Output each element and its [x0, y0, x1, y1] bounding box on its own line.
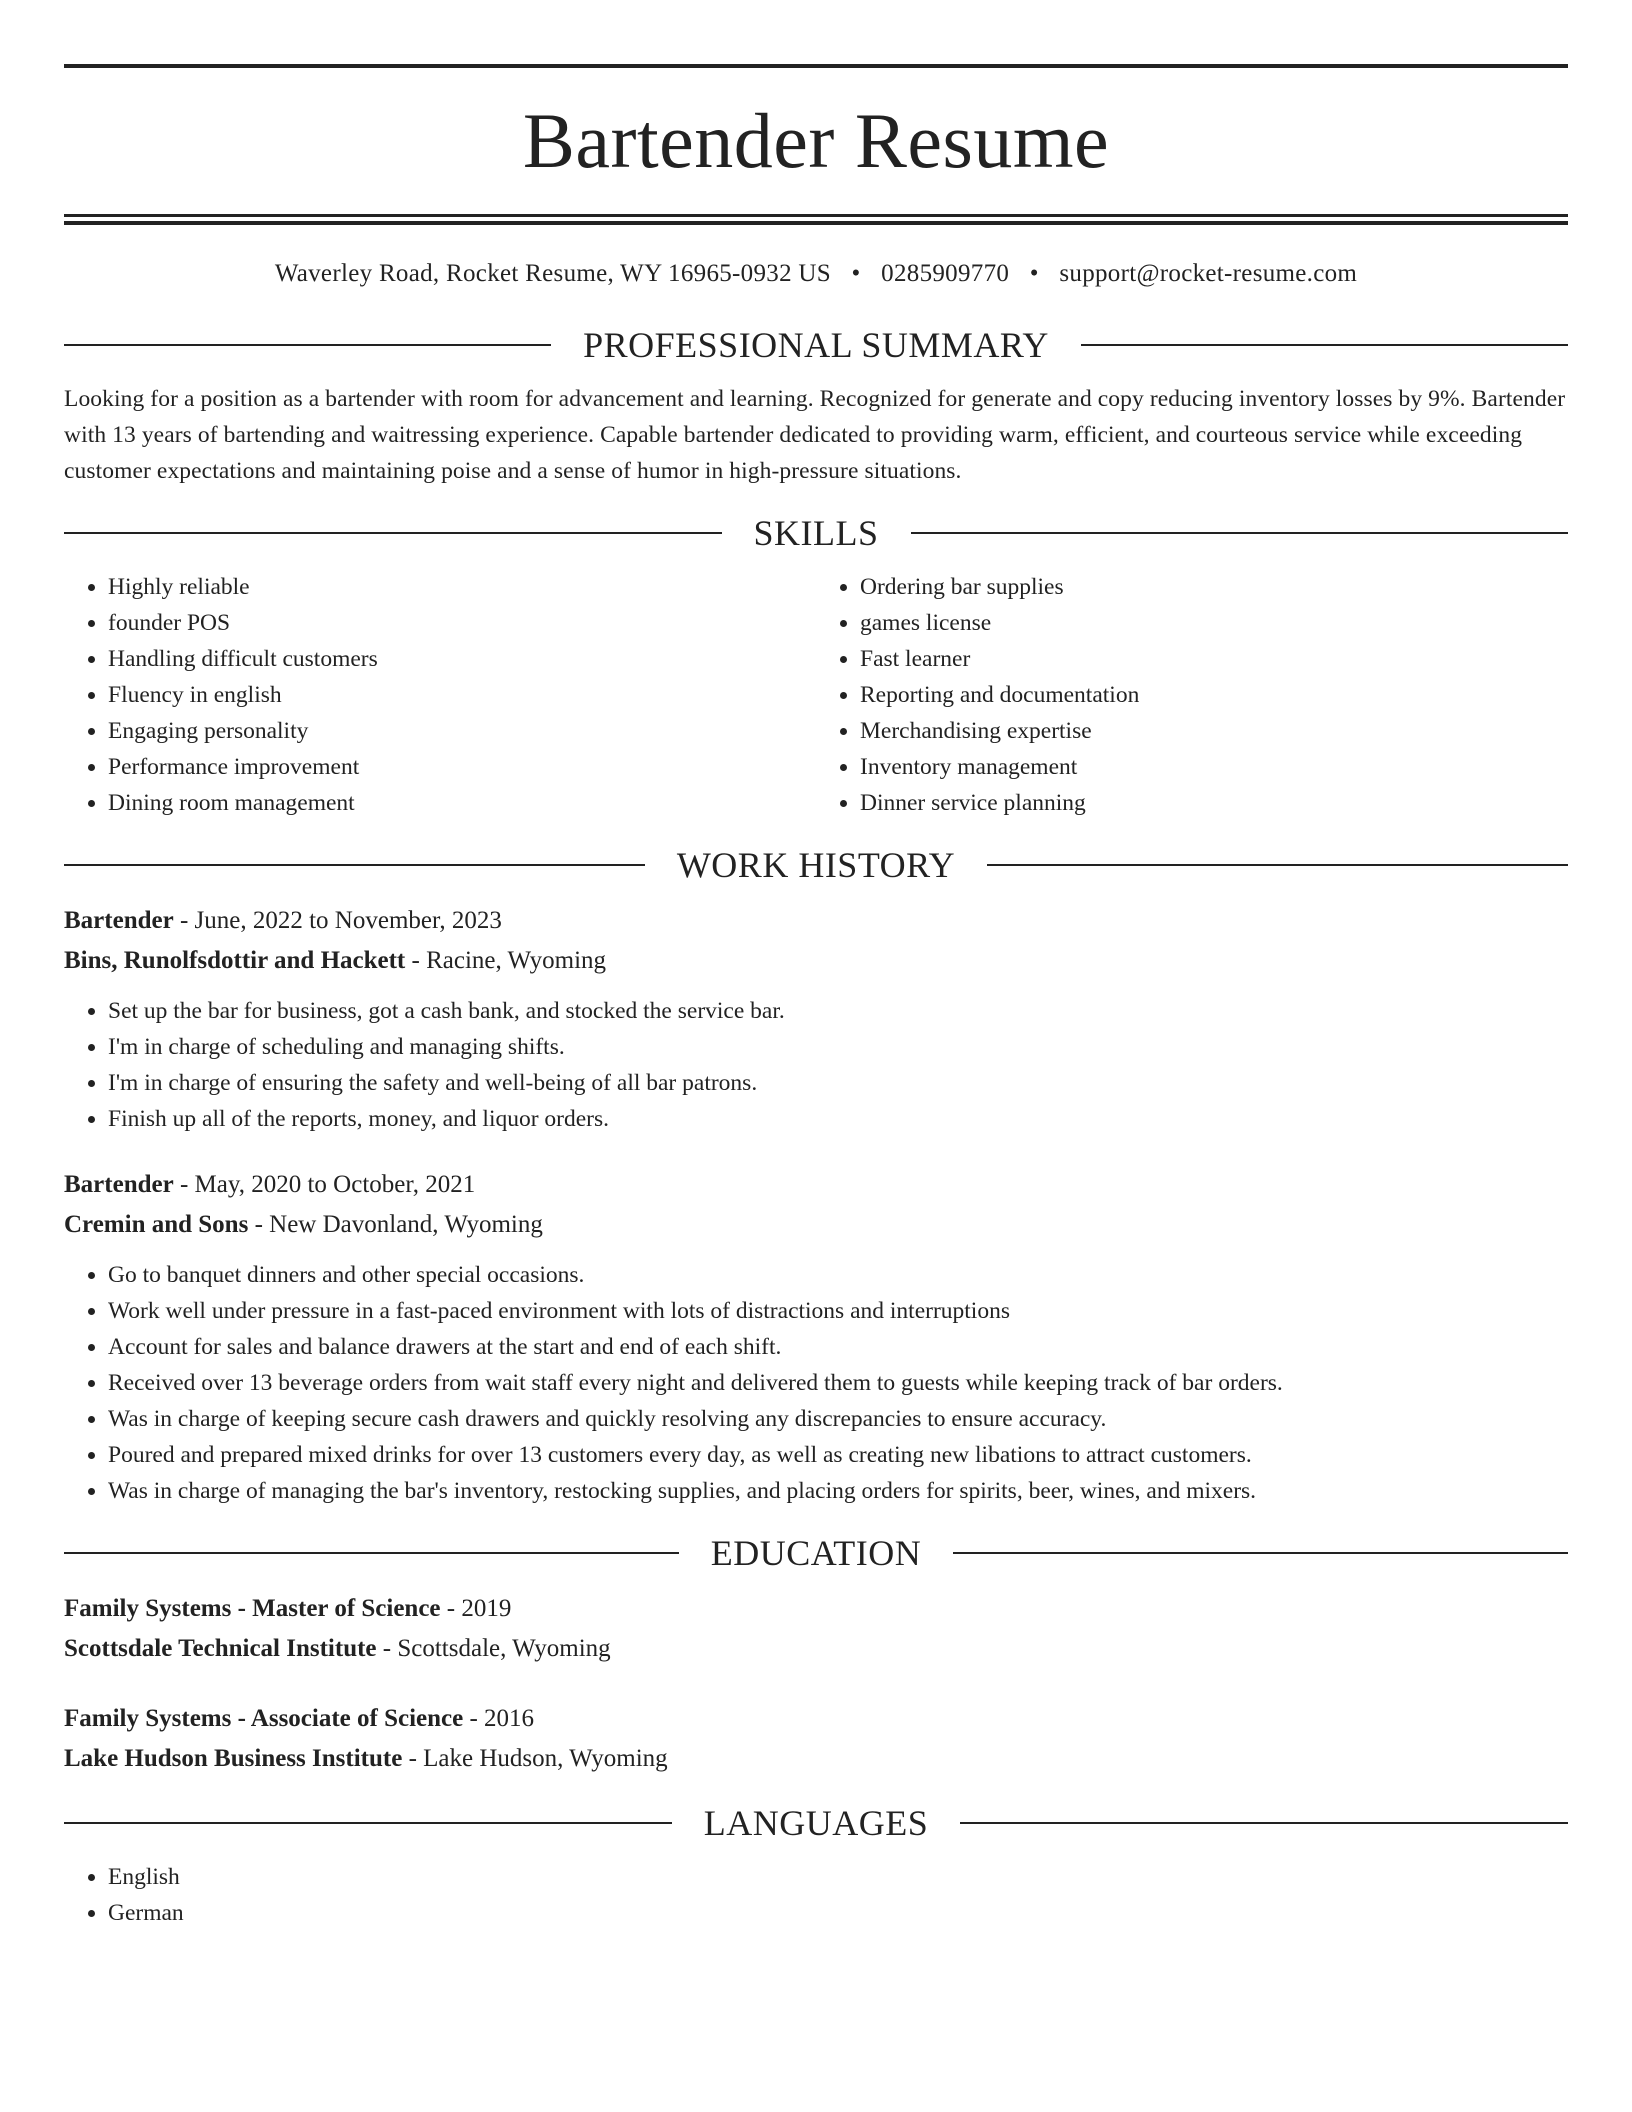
job-company: Cremin and Sons [64, 1211, 249, 1238]
education-year: - 2019 [440, 1595, 512, 1622]
skill-item: • Engaging personality [108, 713, 816, 749]
summary-text: Looking for a position as a bartender with room for advancement and learning. Recognized for generate and copy reducing inventory losses by 9%. Bartender with 13 years of bartending and waitressing experience. Capable bartender dedicated to providing warm, efficient, and courteous service while exceeding customer expectations and maintaining poise and a sense of humor in high-pressure situations. [64, 386, 1566, 484]
skill-item: • Dining room management [108, 785, 816, 821]
contact-phone: 0285909770 [881, 260, 1010, 287]
skill-item: • Merchandising expertise [860, 713, 1568, 749]
education-year: - 2016 [463, 1705, 535, 1732]
job-title-line [64, 901, 1568, 941]
heading-rule-left [64, 1822, 672, 1824]
job-duty: • Poured and prepared mixed drinks for over 13 customers every day, as well as creating new libations to attract customers. [108, 1437, 1568, 1473]
top-rule [64, 64, 1568, 68]
contact-email: support@rocket-resume.com [1059, 260, 1358, 287]
job-title-line [64, 1165, 1568, 1205]
skill-item: • Fluency in english [108, 677, 816, 713]
education-school-line [64, 1739, 1568, 1779]
section-title: LANGUAGES [703, 1803, 929, 1843]
skill-item: • Ordering bar supplies [860, 569, 1568, 605]
job-duty: • Set up the bar for business, got a cash bank, and stocked the service bar. [108, 993, 1568, 1029]
job-duties [64, 1257, 1568, 1509]
job-company-line [64, 1205, 1568, 1245]
title-double-rule [64, 214, 1568, 225]
skill-item: • Handling difficult customers [108, 641, 816, 677]
education-school-line [64, 1629, 1568, 1669]
education-degree-line [64, 1699, 1568, 1739]
skill-item: • founder POS [108, 605, 816, 641]
job-dates: - June, 2022 to November, 2023 [173, 907, 502, 934]
language-item: • German [108, 1895, 1568, 1931]
section-title: SKILLS [753, 513, 879, 553]
job-duty: • I'm in charge of scheduling and managing shifts. [108, 1029, 1568, 1065]
job-entry [64, 1165, 1568, 1509]
heading-rule-right [987, 864, 1568, 866]
education-location: - Lake Hudson, Wyoming [402, 1745, 668, 1772]
education-location: - Scottsdale, Wyoming [376, 1635, 611, 1662]
heading-rule-right [960, 1822, 1568, 1824]
section-heading-skills [64, 511, 1568, 555]
job-duty: • Go to banquet dinners and other special occasions. [108, 1257, 1568, 1293]
job-duty: • Finish up all of the reports, money, and liquor orders. [108, 1101, 1568, 1137]
heading-rule-left [64, 1552, 679, 1554]
job-duties [64, 993, 1568, 1137]
resume-title: Bartender Resume [522, 97, 1110, 184]
skills-list [64, 569, 1568, 821]
job-location: - New Davonland, Wyoming [248, 1211, 543, 1238]
section-heading-education [64, 1531, 1568, 1575]
section-heading-summary [64, 323, 1568, 367]
heading-rule-left [64, 532, 722, 534]
job-title: Bartender [64, 1171, 174, 1198]
job-title: Bartender [64, 907, 174, 934]
heading-rule-right [1081, 344, 1568, 346]
contact-separator: • [1029, 260, 1039, 287]
section-title: WORK HISTORY [676, 845, 956, 885]
contact-line [64, 259, 1568, 289]
job-duty: • Was in charge of keeping secure cash drawers and quickly resolving any discrepancies to ensure accuracy. [108, 1401, 1568, 1437]
section-title: EDUCATION [710, 1533, 922, 1573]
job-duty: • Received over 13 beverage orders from wait staff every night and delivered them to guests while keeping track of bar orders. [108, 1365, 1568, 1401]
skill-item: • Reporting and documentation [860, 677, 1568, 713]
languages-list [64, 1859, 1568, 1931]
education-degree-line [64, 1589, 1568, 1629]
education-school: Lake Hudson Business Institute [64, 1745, 403, 1772]
skills-column-right [816, 569, 1568, 821]
heading-rule-right [911, 532, 1569, 534]
skill-item: • games license [860, 605, 1568, 641]
section-heading-languages [64, 1801, 1568, 1845]
job-location: - Racine, Wyoming [405, 947, 607, 974]
job-company-line [64, 941, 1568, 981]
job-entry [64, 901, 1568, 1137]
job-duty: • I'm in charge of ensuring the safety and well-being of all bar patrons. [108, 1065, 1568, 1101]
language-item: • English [108, 1859, 1568, 1895]
skill-item: • Dinner service planning [860, 785, 1568, 821]
job-duty: • Work well under pressure in a fast-paced environment with lots of distractions and interruptions [108, 1293, 1568, 1329]
section-title: PROFESSIONAL SUMMARY [583, 325, 1049, 365]
job-company: Bins, Runolfsdottir and Hackett [64, 947, 406, 974]
skill-item: • Fast learner [860, 641, 1568, 677]
skill-item: • Inventory management [860, 749, 1568, 785]
education-entry [64, 1699, 1568, 1779]
job-dates: - May, 2020 to October, 2021 [173, 1171, 476, 1198]
education-school: Scottsdale Technical Institute [64, 1635, 377, 1662]
section-heading-work [64, 843, 1568, 887]
contact-address: Waverley Road, Rocket Resume, WY 16965-0932 US [274, 260, 831, 287]
heading-rule-left [64, 864, 645, 866]
heading-rule-right [953, 1552, 1568, 1554]
heading-rule-left [64, 344, 551, 346]
skills-column-left [64, 569, 816, 821]
education-degree: Family Systems - Associate of Science [64, 1705, 464, 1732]
skill-item: • Performance improvement [108, 749, 816, 785]
job-duty: • Account for sales and balance drawers at the start and end of each shift. [108, 1329, 1568, 1365]
education-entry [64, 1589, 1568, 1669]
skill-item: • Highly reliable [108, 569, 816, 605]
job-duty: • Was in charge of managing the bar's inventory, restocking supplies, and placing orders for spirits, beer, wines, and mixers. [108, 1473, 1568, 1509]
education-degree: Family Systems - Master of Science [64, 1595, 441, 1622]
contact-separator: • [851, 260, 861, 287]
